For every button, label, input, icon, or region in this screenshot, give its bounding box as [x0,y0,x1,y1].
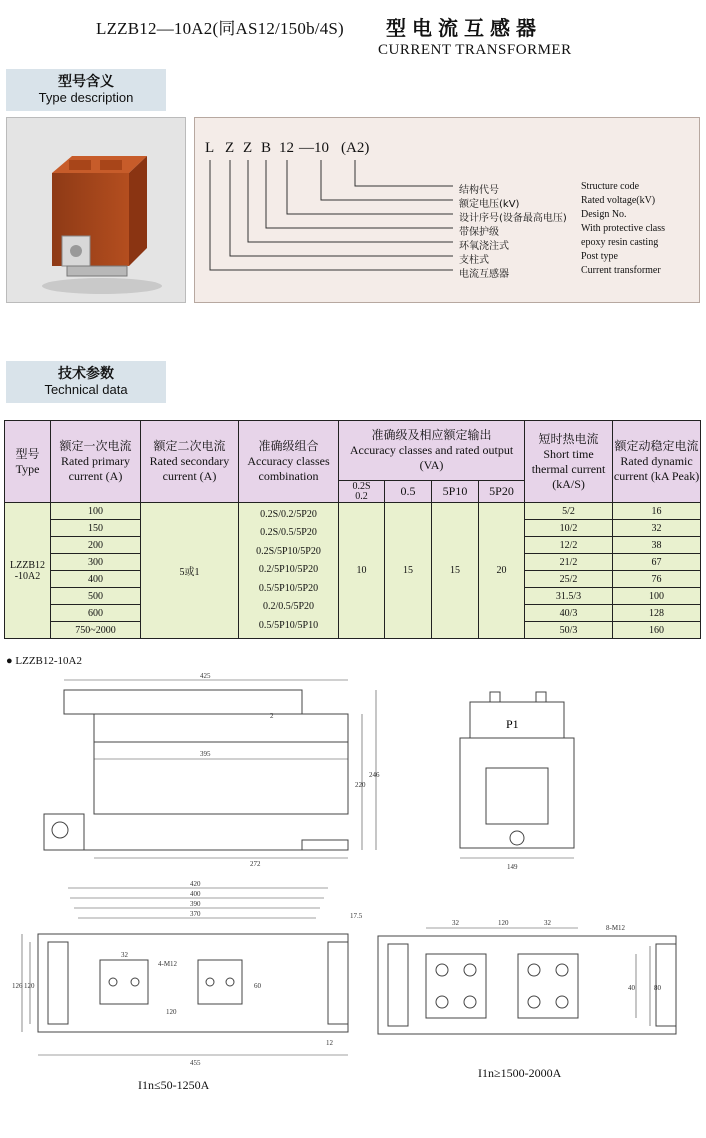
dim-220: 220 [355,781,366,789]
header-output: 准确级及相应额定输出 Accuracy classes and rated output (VA) [339,421,525,481]
side-terminal-icon [52,822,68,838]
side-view-drawing [30,672,390,872]
cn-title: 型电流互感器 [386,16,542,40]
dim-2: 2 [270,712,274,720]
side-body [94,714,348,814]
technical-data-en: Technical data [44,382,128,397]
front-terminal-icon [510,831,524,845]
dynamic-1: 32 [613,520,701,537]
dynamic-7: 160 [613,622,701,639]
type-description-cn: 型号含义 [58,73,114,89]
desc-cn-5: 支柱式 [459,255,489,266]
dim-r-40: 40 [628,984,635,992]
side-terminal-box [44,814,84,850]
dim-370: 370 [190,910,201,918]
dim-420: 420 [190,880,201,888]
type-description-en: Type description [38,90,134,105]
secondary-cell: 5或1 [141,503,239,639]
transformer-photo-icon [7,118,185,302]
header-dynamic: 额定动稳定电流 Rated dynamic current (kA Peak) [613,421,701,503]
primary-7: 750~2000 [51,622,141,639]
desc-en-1: Rated voltage(kV) [581,195,656,206]
code-letter-z2: Z [243,140,253,156]
dim-120-v: 120 [24,982,35,990]
thermal-4: 25/2 [525,571,613,588]
desc-en-3: With protective class [581,223,666,234]
desc-cn-1: 额定电压(kV) [459,199,520,210]
caption-right: I1n≥1500-2000A [478,1066,562,1080]
plan-view-right-drawing [372,910,684,1050]
header-secondary: 额定二次电流 Rated secondary current (A) [141,421,239,503]
dim-r-80: 80 [654,984,661,992]
dim-272: 272 [250,860,261,868]
desc-cn-4: 环氧浇注式 [459,241,509,252]
dim-149: 149 [507,863,518,871]
product-photo [6,117,186,303]
dim-425: 425 [200,672,211,680]
caption-left: I1n≤50-1250A [138,1078,210,1092]
dim-120-h: 120 [166,1008,177,1016]
dim-390: 390 [190,900,201,908]
output-5p20: 20 [479,503,525,639]
dynamic-6: 128 [613,605,701,622]
dim-r-32-a: 32 [452,919,459,927]
desc-en-4: epoxy resin casting [581,237,659,248]
primary-3: 300 [51,554,141,571]
technical-data-cn: 技术参数 [58,365,114,381]
output-05: 15 [385,503,432,639]
dim-r-120: 120 [498,919,509,927]
dynamic-4: 76 [613,571,701,588]
dim-12: 12 [326,1039,333,1047]
dim-400: 400 [190,890,201,898]
thermal-6: 40/3 [525,605,613,622]
dim-4-m12: 4-M12 [158,960,178,968]
front-view-drawing [452,688,582,878]
front-label: P1 [506,717,519,731]
primary-5: 500 [51,588,141,605]
desc-en-0: Structure code [581,181,640,192]
output-5p10: 15 [432,503,479,639]
dynamic-3: 67 [613,554,701,571]
class-02s-02: 0.2S 0.2 [339,481,385,503]
primary-2: 200 [51,537,141,554]
header-thermal: 短时热电流 Short time thermal current (kA/S) [525,421,613,503]
thermal-3: 21/2 [525,554,613,571]
code-letter-l: L [205,140,215,156]
plan-left-terminal-2 [198,960,242,1004]
primary-6: 600 [51,605,141,622]
header-type: 型号 Type [5,421,51,503]
dim-60: 60 [254,982,261,990]
type-description-box [194,117,700,303]
technical-data-table [4,420,701,639]
desc-en-6: Current transformer [581,265,661,276]
desc-cn-3: 带保护级 [459,227,499,238]
plan-left-terminal-1 [100,960,148,1004]
thermal-1: 10/2 [525,520,613,537]
thermal-7: 50/3 [525,622,613,639]
desc-en-2: Design No. [581,209,627,220]
drawing-label: ● LZZB12-10A2 [6,655,82,667]
code-letter-10: —10 [299,140,329,156]
desc-cn-6: 电流互感器 [459,269,509,280]
dim-246: 246 [369,771,380,779]
thermal-2: 12/2 [525,537,613,554]
class-05: 0.5 [385,481,432,503]
thermal-5: 31.5/3 [525,588,613,605]
plan-right-terminal-1 [426,954,486,1018]
plan-right-terminal-2 [518,954,578,1018]
type-cell: LZZB12 -10A2 [5,503,51,639]
technical-data-tab [6,361,166,403]
code-letter-z1: Z [225,140,235,156]
primary-4: 400 [51,571,141,588]
plan-view-left-drawing [8,880,370,1070]
desc-cn-0: 结构代号 [459,185,499,196]
side-top-block [64,690,302,714]
code-letter-a2: (A2) [341,140,370,156]
dim-395: 395 [200,750,211,758]
model-title: LZZB12—10A2(同AS12/150b/4S) [96,19,344,38]
primary-1: 150 [51,520,141,537]
combination-cell: 0.2S/0.2/5P20 0.2S/0.5/5P20 0.2S/5P10/5P20 0.2/5P10/5P20 0.5/5P10/5P20 0.2/0.5/5P20 0.5/5P10/5P10 [239,503,339,639]
header-primary: 额定一次电流 Rated primary current (A) [51,421,141,503]
dim-r-32-b: 32 [544,919,551,927]
dim-126: 126 [12,982,23,990]
class-5p10: 5P10 [432,481,479,503]
dynamic-2: 38 [613,537,701,554]
dim-32-left: 32 [121,951,128,959]
plan-left-body [38,934,348,1032]
en-title: CURRENT TRANSFORMER [378,42,572,58]
header-combination: 准确级组合 Accuracy classes combination [239,421,339,503]
desc-en-5: Post type [581,251,618,262]
code-letter-b: B [261,140,272,156]
dim-455: 455 [190,1059,201,1067]
dynamic-0: 16 [613,503,701,520]
dim-8-m12: 8-M12 [606,924,626,932]
primary-0: 100 [51,503,141,520]
class-5p20: 5P20 [479,481,525,503]
output-02: 10 [339,503,385,639]
desc-cn-2: 设计序号(设备最高电压) [459,213,567,224]
type-description-tab [6,69,166,111]
code-letter-12: 12 [279,140,294,156]
thermal-0: 5/2 [525,503,613,520]
dim-17-5: 17.5 [350,912,363,920]
dynamic-5: 100 [613,588,701,605]
